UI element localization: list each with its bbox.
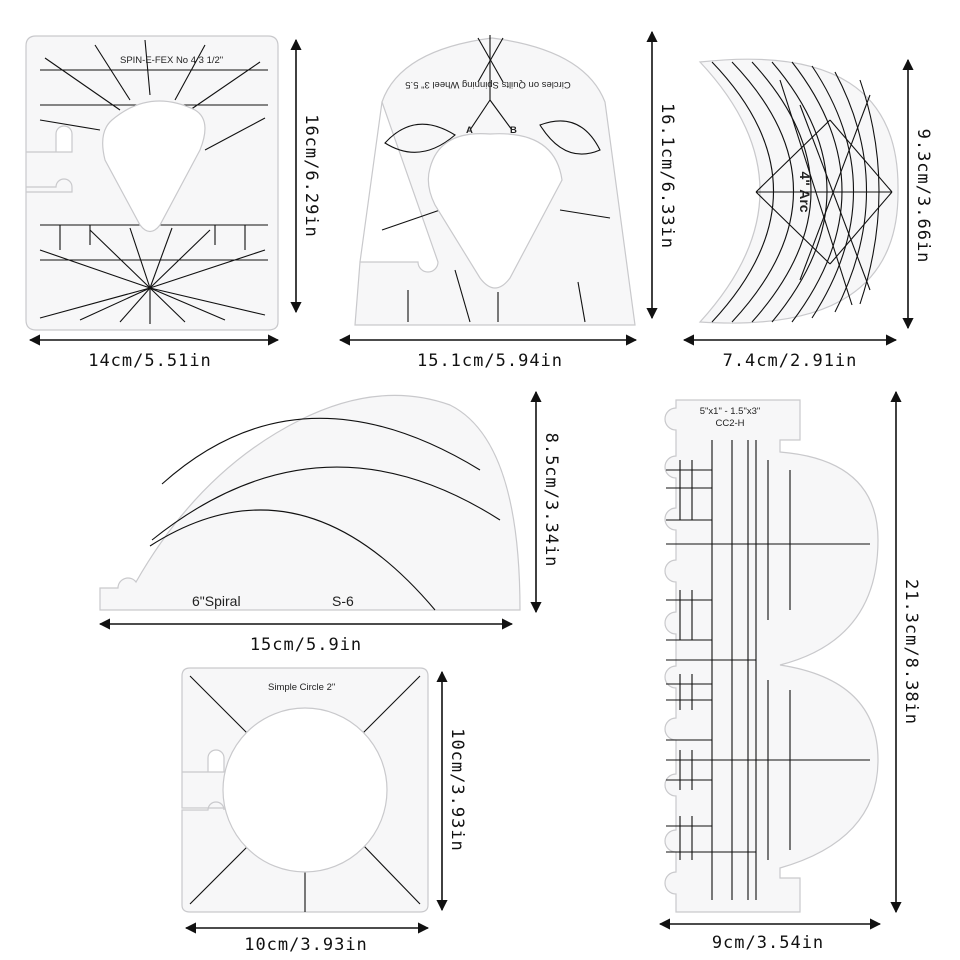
spinning-wheel-template xyxy=(355,35,635,325)
simple-circle-label: Simple Circle 2" xyxy=(268,682,336,693)
simple-circle-cutout xyxy=(223,708,387,872)
spiral-height-dim: 8.5cm/3.34in xyxy=(541,432,561,568)
simple-circle-template xyxy=(182,668,428,912)
spiral-template xyxy=(100,395,520,610)
spinning-wheel-label: Circles on Quilts Spinning Wheel 3" 5.5 xyxy=(405,79,571,90)
spinning-wheel-letter-a: A xyxy=(466,125,473,136)
spiral-code: S-6 xyxy=(332,593,354,609)
spiral-label: 6"Spiral xyxy=(192,593,241,609)
spinning-wheel-height-dim: 16.1cm/6.33in xyxy=(657,102,677,250)
arc-label: 4" Arc xyxy=(797,171,813,213)
simple-circle-width-dim: 10cm/3.93in xyxy=(244,935,368,955)
cc2h-height-dim: 21.3cm/8.38in xyxy=(901,578,921,726)
spinning-wheel-letter-b: B xyxy=(510,125,517,136)
spin-e-fex-height-dim: 16cm/6.29in xyxy=(301,114,321,238)
cc2h-code: CC2-H xyxy=(715,418,745,429)
arc-width-dim: 7.4cm/2.91in xyxy=(722,351,858,371)
cc2h-width-dim: 9cm/3.54in xyxy=(711,933,825,953)
spin-e-fex-template xyxy=(26,36,278,330)
spiral-width-dim: 15cm/5.9in xyxy=(249,635,363,655)
spin-e-fex-label: SPIN-E-FEX No 4 3 1/2" xyxy=(120,55,224,66)
cc2h-label: 5"x1" - 1.5"x3" xyxy=(699,406,761,417)
arc-height-dim: 9.3cm/3.66in xyxy=(913,128,933,264)
cc2h-template xyxy=(665,400,878,912)
arc-template xyxy=(700,59,898,323)
spin-e-fex-width-dim: 14cm/5.51in xyxy=(88,351,212,371)
spinning-wheel-width-dim: 15.1cm/5.94in xyxy=(416,351,564,371)
simple-circle-height-dim: 10cm/3.93in xyxy=(447,728,467,852)
